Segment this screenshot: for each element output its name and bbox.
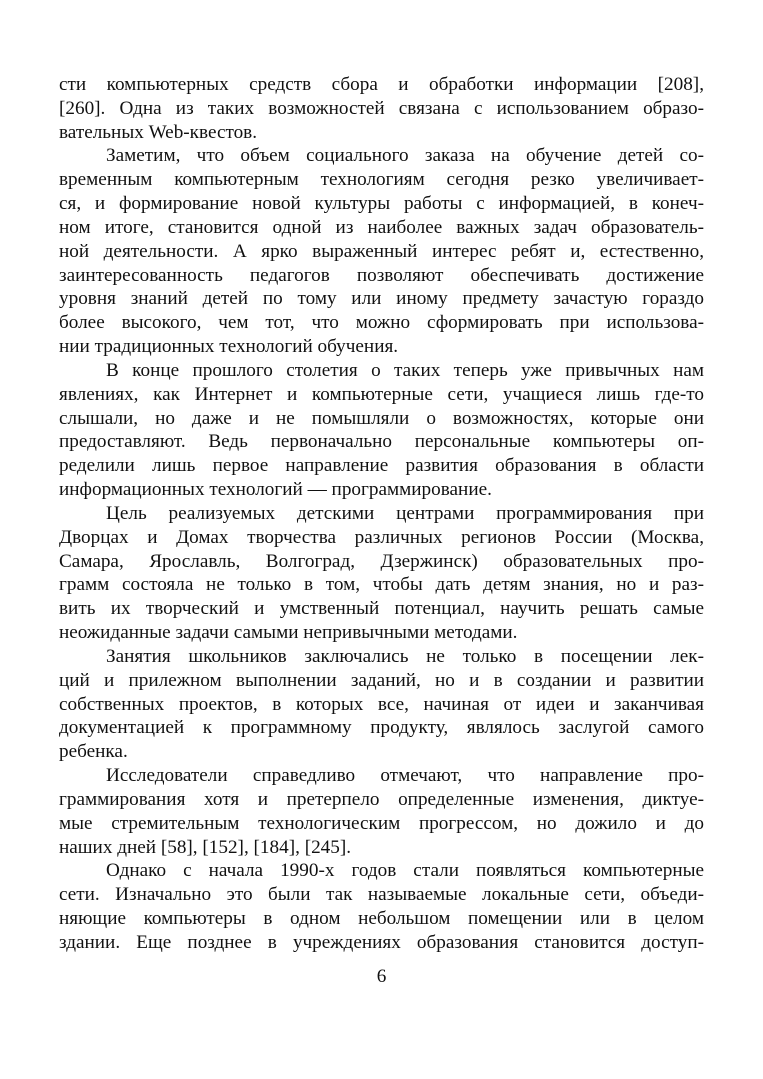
paragraph xyxy=(59,502,704,645)
text-line: [260]. Одна из таких возможностей связана с использованием образо- xyxy=(59,97,704,119)
text-line: вить их творческий и умственный потенциал, научить решать самые xyxy=(59,598,704,620)
text-line: ном итоге, становится одной из наиболее важных задач образователь- xyxy=(59,216,704,238)
text-line: Самара, Ярославль, Волгоград, Дзержинск) образовательных про- xyxy=(59,550,704,572)
text-line: заинтересованность педагогов позволяют обеспечивать достижение xyxy=(59,264,704,286)
text-line: здании. Еще позднее в учреждениях образования становится доступ- xyxy=(59,931,704,953)
text-line: сти компьютерных средств сбора и обработки информации [208], xyxy=(59,74,704,95)
text-line: вательных Web-квестов. xyxy=(59,121,258,143)
paragraph xyxy=(59,359,704,502)
text-line: Однако с начала 1990-х годов стали появляться компьютерные xyxy=(106,860,704,882)
text-line: ребенка. xyxy=(59,741,128,763)
text-line: уровня знаний детей по тому или иному предмету зачастую гораздо xyxy=(59,288,704,310)
text-line: более высокого, чем тот, что можно сформировать при использова- xyxy=(59,312,704,334)
paragraph xyxy=(59,645,704,764)
text-line: Занятия школьников заключались не только в посещении лек- xyxy=(106,645,704,667)
text-line: мые стремительным технологическим прогрессом, но дожило и до xyxy=(59,812,704,834)
text-line: граммирования хотя и претерпело определенные изменения, диктуе- xyxy=(59,788,704,810)
text-line: предоставляют. Ведь первоначально персональные компьютеры оп- xyxy=(59,431,704,453)
paragraph xyxy=(59,73,704,144)
text-line: ной деятельности. А ярко выраженный интерес ребят и, естественно, xyxy=(59,240,704,262)
text-line: информационных технологий — программирование. xyxy=(59,479,492,501)
text-line: нии традиционных технологий обучения. xyxy=(59,336,399,358)
text-line: няющие компьютеры в одном небольшом помещении или в целом xyxy=(59,907,704,929)
paragraph xyxy=(59,764,704,859)
text-line: Заметим, что объем социального заказа на обучение детей со- xyxy=(106,145,704,167)
text-line: Дворцах и Домах творчества различных регионов России (Москва, xyxy=(59,526,704,548)
text-line: ций и прилежном выполнении заданий, но и в создании и развитии xyxy=(59,669,704,691)
text-line: временным компьютерным технологиям сегодня резко увеличивает- xyxy=(59,169,704,191)
text-line: явлениях, как Интернет и компьютерные сети, учащиеся лишь где-то xyxy=(59,383,704,405)
text-line: сети. Изначально это были так называемые локальные сети, объеди- xyxy=(59,884,704,906)
body-text xyxy=(59,73,704,955)
paragraph xyxy=(59,859,704,954)
text-line: наших дней [58], [152], [184], [245]. xyxy=(59,836,352,858)
text-line: слышали, но даже и не помышляли о возможностях, которые они xyxy=(59,407,704,429)
paragraph xyxy=(59,144,704,358)
text-line: Исследователи справедливо отмечают, что направление про- xyxy=(106,765,704,787)
page-number: 6 xyxy=(376,966,387,987)
text-line: В конце прошлого столетия о таких теперь уже привычных нам xyxy=(106,359,704,381)
text-line: документацией к программному продукту, являлось заслугой самого xyxy=(59,717,704,739)
text-line: неожиданные задачи самыми непривычными методами. xyxy=(59,622,518,644)
text-line: Цель реализуемых детскими центрами программирования при xyxy=(106,502,704,524)
text-line: грамм состояла не только в том, чтобы дать детям знания, но и раз- xyxy=(59,574,704,596)
text-line: собственных проектов, в которых все, начиная от идеи и заканчивая xyxy=(59,693,704,715)
text-line: ределили лишь первое направление развития образования в области xyxy=(59,455,704,477)
text-line: ся, и формирование новой культуры работы с информацией, в конеч- xyxy=(59,193,704,215)
